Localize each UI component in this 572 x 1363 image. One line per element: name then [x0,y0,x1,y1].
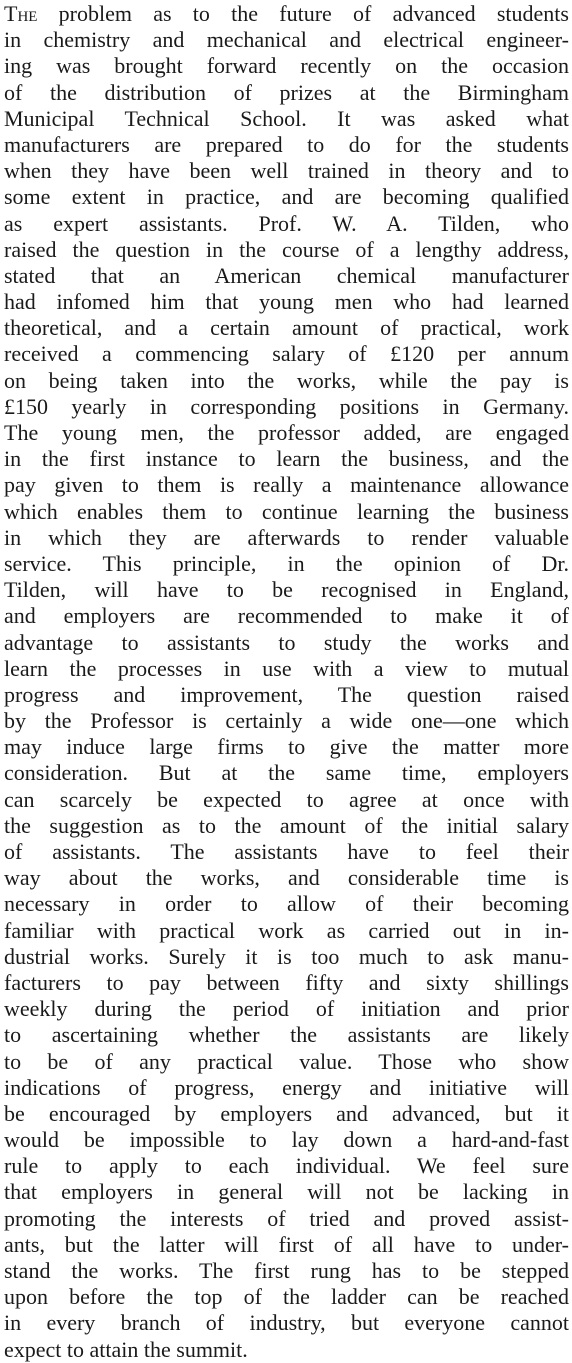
text-line: to be of any practical value. Those who show [4,1048,569,1074]
text-line: which enables them to continue learning the business [4,498,569,524]
text-line: stand the works. The first rung has to be stepped [4,1258,569,1283]
text-line: had infomed him that young men who had learned [4,289,569,315]
text-line: stated that an American chemical manufacturer [4,262,569,288]
text-line: way about the works, and considerable time is [4,865,569,891]
text-line: to ascertaining whether the assistants are likely [4,1022,569,1048]
text-line: in which they are afterwards to render valuable [4,524,569,550]
text-line: the suggestion as to the amount of the initial salary [4,812,569,838]
text-line: progress and improvement, The question raised [4,681,569,707]
text-line: on being taken into the works, while the pay is [4,367,569,393]
text-line: of the distribution of prizes at the Birmingham [4,79,569,105]
text-line: ants, but the latter will first of all have to under- [4,1231,569,1257]
text-line: when they have been well trained in theory and to [4,158,569,184]
text-line: in chemistry and mechanical and electrical engineer- [4,27,569,53]
text-line: dustrial works. Surely it is too much to ask manu- [4,943,569,969]
text-line-content: problem as to the future of advanced students [37,1,569,26]
text-line: Municipal Technical School. It was asked what [4,105,569,131]
text-line: Tilden, will have to be recognised in England, [4,577,569,603]
text-line: pay given to them is really a maintenance allowance [4,472,569,498]
text-line: promoting the interests of tried and proved assist- [4,1205,569,1231]
text-line: facturers to pay between fifty and sixty shillings [4,969,569,995]
text-line: as expert assistants. Prof. W. A. Tilden, who [4,210,569,236]
text-line: learn the processes in use with a view to mutual [4,655,569,681]
article-body [4,1,569,1363]
text-line: in the first instance to learn the business, and the [4,446,569,472]
text-line: rule to apply to each individual. We feel sure [4,1153,569,1179]
text-line: received a commencing salary of £120 per annum [4,341,569,367]
text-line: and employers are recommended to make it of [4,603,569,629]
text-line: be encouraged by employers and advanced, but it [4,1100,569,1126]
text-line: service. This principle, in the opinion of Dr. [4,550,569,576]
text-line: some extent in practice, and are becoming qualified [4,184,569,210]
text-line: familiar with practical work as carried out in in- [4,917,569,943]
text-line: can scarcely be expected to agree at once with [4,786,569,812]
text-line: may induce large firms to give the matter more [4,734,569,760]
text-line: weekly during the period of initiation and prior [4,996,569,1022]
text-line: by the Professor is certainly a wide one—one which [4,708,569,734]
text-line: in every branch of industry, but everyone cannot [4,1310,569,1336]
text-line: raised the question in the course of a lengthy address, [4,236,569,262]
text-line: theoretical, and a certain amount of practical, work [4,315,569,341]
text-line: The young men, the professor added, are engaged [4,420,569,445]
text-line: indications of progress, energy and initiative will [4,1074,569,1100]
text-line: necessary in order to allow of their becoming [4,891,569,917]
text-line: expect to attain the summit. [4,1336,248,1362]
text-line: of assistants. The assistants have to feel their [4,839,569,864]
text-line: advantage to assistants to study the works and [4,629,569,655]
text-line: manufacturers are prepared to do for the students [4,131,569,157]
lead-word: The [4,1,38,26]
text-line: consideration. But at the same time, employers [4,760,569,786]
text-line: would be impossible to lay down a hard-and-fast [4,1127,569,1153]
text-line: that employers in general will not be lacking in [4,1179,569,1205]
text-line: £150 yearly in corresponding positions in Germany. [4,393,569,419]
text-line: upon before the top of the ladder can be reached [4,1284,569,1310]
text-line [4,1,569,27]
text-line: ing was brought forward recently on the occasion [4,53,569,79]
